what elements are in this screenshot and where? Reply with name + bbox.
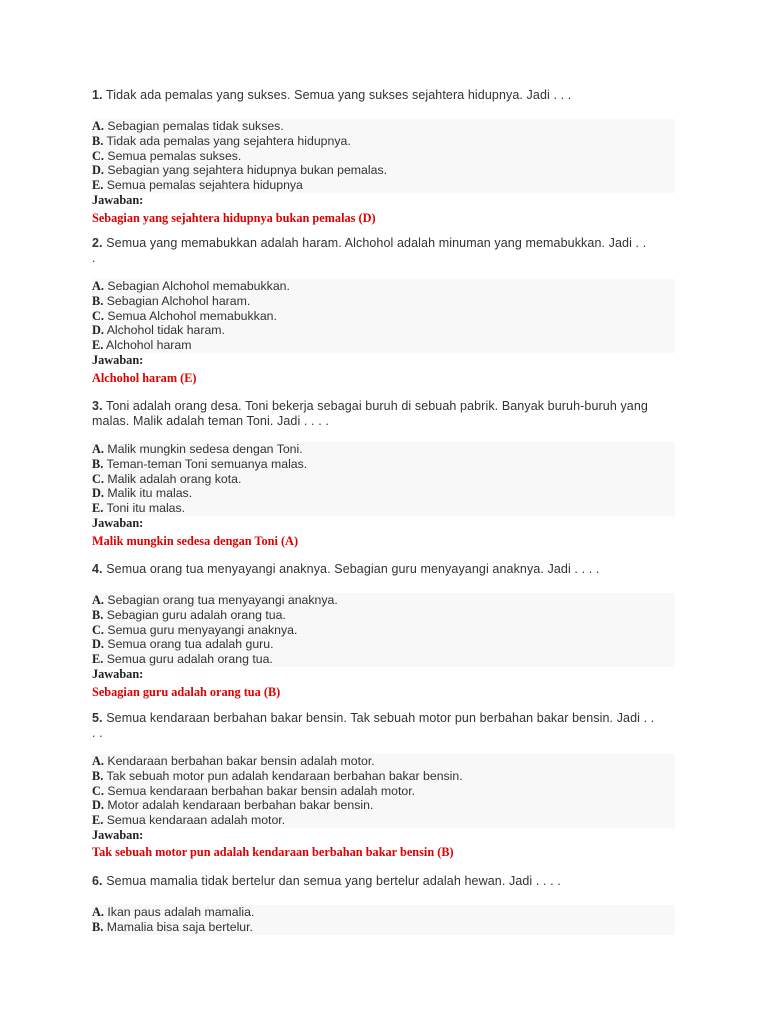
option-letter: D. <box>92 798 104 813</box>
option-list <box>92 119 675 193</box>
option-c <box>92 472 675 487</box>
question-stem: Semua yang memabukkan adalah haram. Alchohol adalah minuman yang memabukkan. Jadi . . . <box>92 236 647 265</box>
option-b <box>92 920 675 935</box>
option-text: Sebagian orang tua menyayangi anaknya. <box>107 593 338 607</box>
answer-text: Sebagian guru adalah orang tua (B) <box>92 684 281 699</box>
option-letter: C. <box>92 308 104 323</box>
option-c <box>92 623 675 638</box>
option-letter: D. <box>92 163 104 178</box>
option-text: Sebagian guru adalah orang tua. <box>106 607 286 622</box>
option-a <box>92 442 675 457</box>
option-text: Semua kendaraan berbahan bakar bensin adalah motor. <box>107 783 416 798</box>
option-text: Semua guru adalah orang tua. <box>106 652 273 666</box>
option-e <box>92 501 675 516</box>
question-text <box>92 88 692 103</box>
option-letter: E. <box>92 338 104 352</box>
option-letter: A. <box>92 119 104 133</box>
question-number: 1. <box>92 88 103 102</box>
question-text <box>92 399 667 429</box>
option-c <box>92 149 675 164</box>
question-stem: Toni adalah orang desa. Toni bekerja sebagai buruh di sebuah pabrik. Banyak buruh-buruh yang malas. Malik adalah teman Toni. Jadi . . . . <box>92 399 648 428</box>
option-text: Mamalia bisa saja bertelur. <box>106 919 253 934</box>
answer-text: Sebagian yang sejahtera hidupnya bukan pemalas (D) <box>92 210 376 225</box>
option-letter: C. <box>92 471 104 486</box>
option-a <box>92 754 675 769</box>
option-text: Toni itu malas. <box>106 501 186 515</box>
answer-text: Malik mungkin sedesa dengan Toni (A) <box>92 533 299 548</box>
option-list <box>92 754 675 828</box>
option-list <box>92 442 675 516</box>
answer-text: Tak sebuah motor pun adalah kendaraan berbahan bakar bensin (B) <box>92 844 454 859</box>
option-letter: A. <box>92 279 104 293</box>
option-letter: B. <box>92 607 104 622</box>
option-text: Semua kendaraan adalah motor. <box>106 813 286 827</box>
option-letter: B. <box>92 293 104 308</box>
option-a <box>92 905 675 920</box>
option-list <box>92 279 675 353</box>
option-letter: D. <box>92 323 104 338</box>
option-b <box>92 608 675 623</box>
option-text: Tak sebuah motor pun adalah kendaraan berbahan bakar bensin. <box>106 768 463 783</box>
option-text: Semua guru menyayangi anaknya. <box>107 622 298 637</box>
question-4 <box>92 562 692 699</box>
question-stem: Semua mamalia tidak bertelur dan semua yang bertelur adalah hewan. Jadi . . . . <box>106 874 561 888</box>
option-e <box>92 338 675 353</box>
option-text: Teman-teman Toni semuanya malas. <box>106 456 308 471</box>
option-text: Semua pemalas sukses. <box>107 148 242 163</box>
option-letter: B. <box>92 456 104 471</box>
option-d <box>92 163 675 178</box>
jawaban-label: Jawaban: <box>92 515 144 530</box>
question-3 <box>92 399 692 548</box>
question-6 <box>92 874 692 935</box>
option-d <box>92 637 675 652</box>
option-letter: C. <box>92 622 104 637</box>
option-text: Ikan paus adalah mamalia. <box>107 905 255 919</box>
option-e <box>92 813 675 828</box>
option-text: Tidak ada pemalas yang sejahtera hidupnya. <box>106 133 351 148</box>
option-text: Alchohol haram <box>106 338 192 352</box>
question-number: 5. <box>92 711 103 725</box>
question-number: 3. <box>92 399 103 413</box>
option-text: Malik adalah orang kota. <box>107 471 242 486</box>
jawaban-label: Jawaban: <box>92 192 144 207</box>
option-d <box>92 323 675 338</box>
option-b <box>92 769 675 784</box>
question-number: 4. <box>92 562 103 576</box>
option-a <box>92 119 675 134</box>
option-letter: E. <box>92 501 104 515</box>
option-text: Sebagian Alchohol haram. <box>106 293 251 308</box>
option-letter: A. <box>92 905 104 919</box>
option-list <box>92 593 675 667</box>
option-letter: A. <box>92 442 104 456</box>
question-1 <box>92 88 692 225</box>
option-list <box>92 905 675 935</box>
option-text: Semua Alchohol memabukkan. <box>107 308 277 323</box>
option-d <box>92 798 675 813</box>
option-text: Semua orang tua adalah guru. <box>107 637 274 652</box>
option-letter: B. <box>92 919 104 934</box>
option-d <box>92 486 675 501</box>
option-letter: A. <box>92 754 104 768</box>
option-text: Semua pemalas sejahtera hidupnya <box>106 178 303 192</box>
question-text <box>92 236 652 266</box>
jawaban-label: Jawaban: <box>92 827 144 842</box>
option-letter: C. <box>92 783 104 798</box>
option-letter: D. <box>92 486 104 501</box>
question-stem: Semua orang tua menyayangi anaknya. Sebagian guru menyayangi anaknya. Jadi . . . . <box>106 562 600 576</box>
option-text: Alchohol tidak haram. <box>106 323 225 338</box>
option-b <box>92 294 675 309</box>
option-text: Malik mungkin sedesa dengan Toni. <box>107 442 303 456</box>
option-text: Kendaraan berbahan bakar bensin adalah motor. <box>107 754 375 768</box>
option-e <box>92 652 675 667</box>
option-letter: E. <box>92 178 104 192</box>
option-letter: B. <box>92 768 104 783</box>
option-a <box>92 279 675 294</box>
option-letter: E. <box>92 652 104 666</box>
question-5 <box>92 711 692 859</box>
jawaban-label: Jawaban: <box>92 666 144 681</box>
option-text: Motor adalah kendaraan berbahan bakar bensin. <box>107 798 374 813</box>
answer-text: Alchohol haram (E) <box>92 370 197 385</box>
question-stem: Semua kendaraan berbahan bakar bensin. Tak sebuah motor pun berbahan bakar bensin. Jadi . . . . <box>92 711 655 740</box>
question-text <box>92 711 657 741</box>
jawaban-label: Jawaban: <box>92 352 144 367</box>
option-a <box>92 593 675 608</box>
option-text: Sebagian yang sejahtera hidupnya bukan pemalas. <box>107 163 388 178</box>
option-c <box>92 784 675 799</box>
question-text <box>92 874 692 889</box>
question-2 <box>92 236 692 385</box>
option-text: Sebagian pemalas tidak sukses. <box>107 119 284 133</box>
option-text: Sebagian Alchohol memabukkan. <box>107 279 290 293</box>
option-letter: C. <box>92 148 104 163</box>
option-letter: D. <box>92 637 104 652</box>
option-b <box>92 457 675 472</box>
question-number: 2. <box>92 236 103 250</box>
question-text <box>92 562 692 577</box>
option-letter: A. <box>92 593 104 607</box>
option-c <box>92 309 675 324</box>
question-stem: Tidak ada pemalas yang sukses. Semua yang sukses sejahtera hidupnya. Jadi . . . <box>105 88 572 102</box>
option-letter: E. <box>92 813 104 827</box>
option-e <box>92 178 675 193</box>
option-b <box>92 134 675 149</box>
option-text: Malik itu malas. <box>107 486 193 501</box>
question-number: 6. <box>92 874 103 888</box>
option-letter: B. <box>92 133 104 148</box>
